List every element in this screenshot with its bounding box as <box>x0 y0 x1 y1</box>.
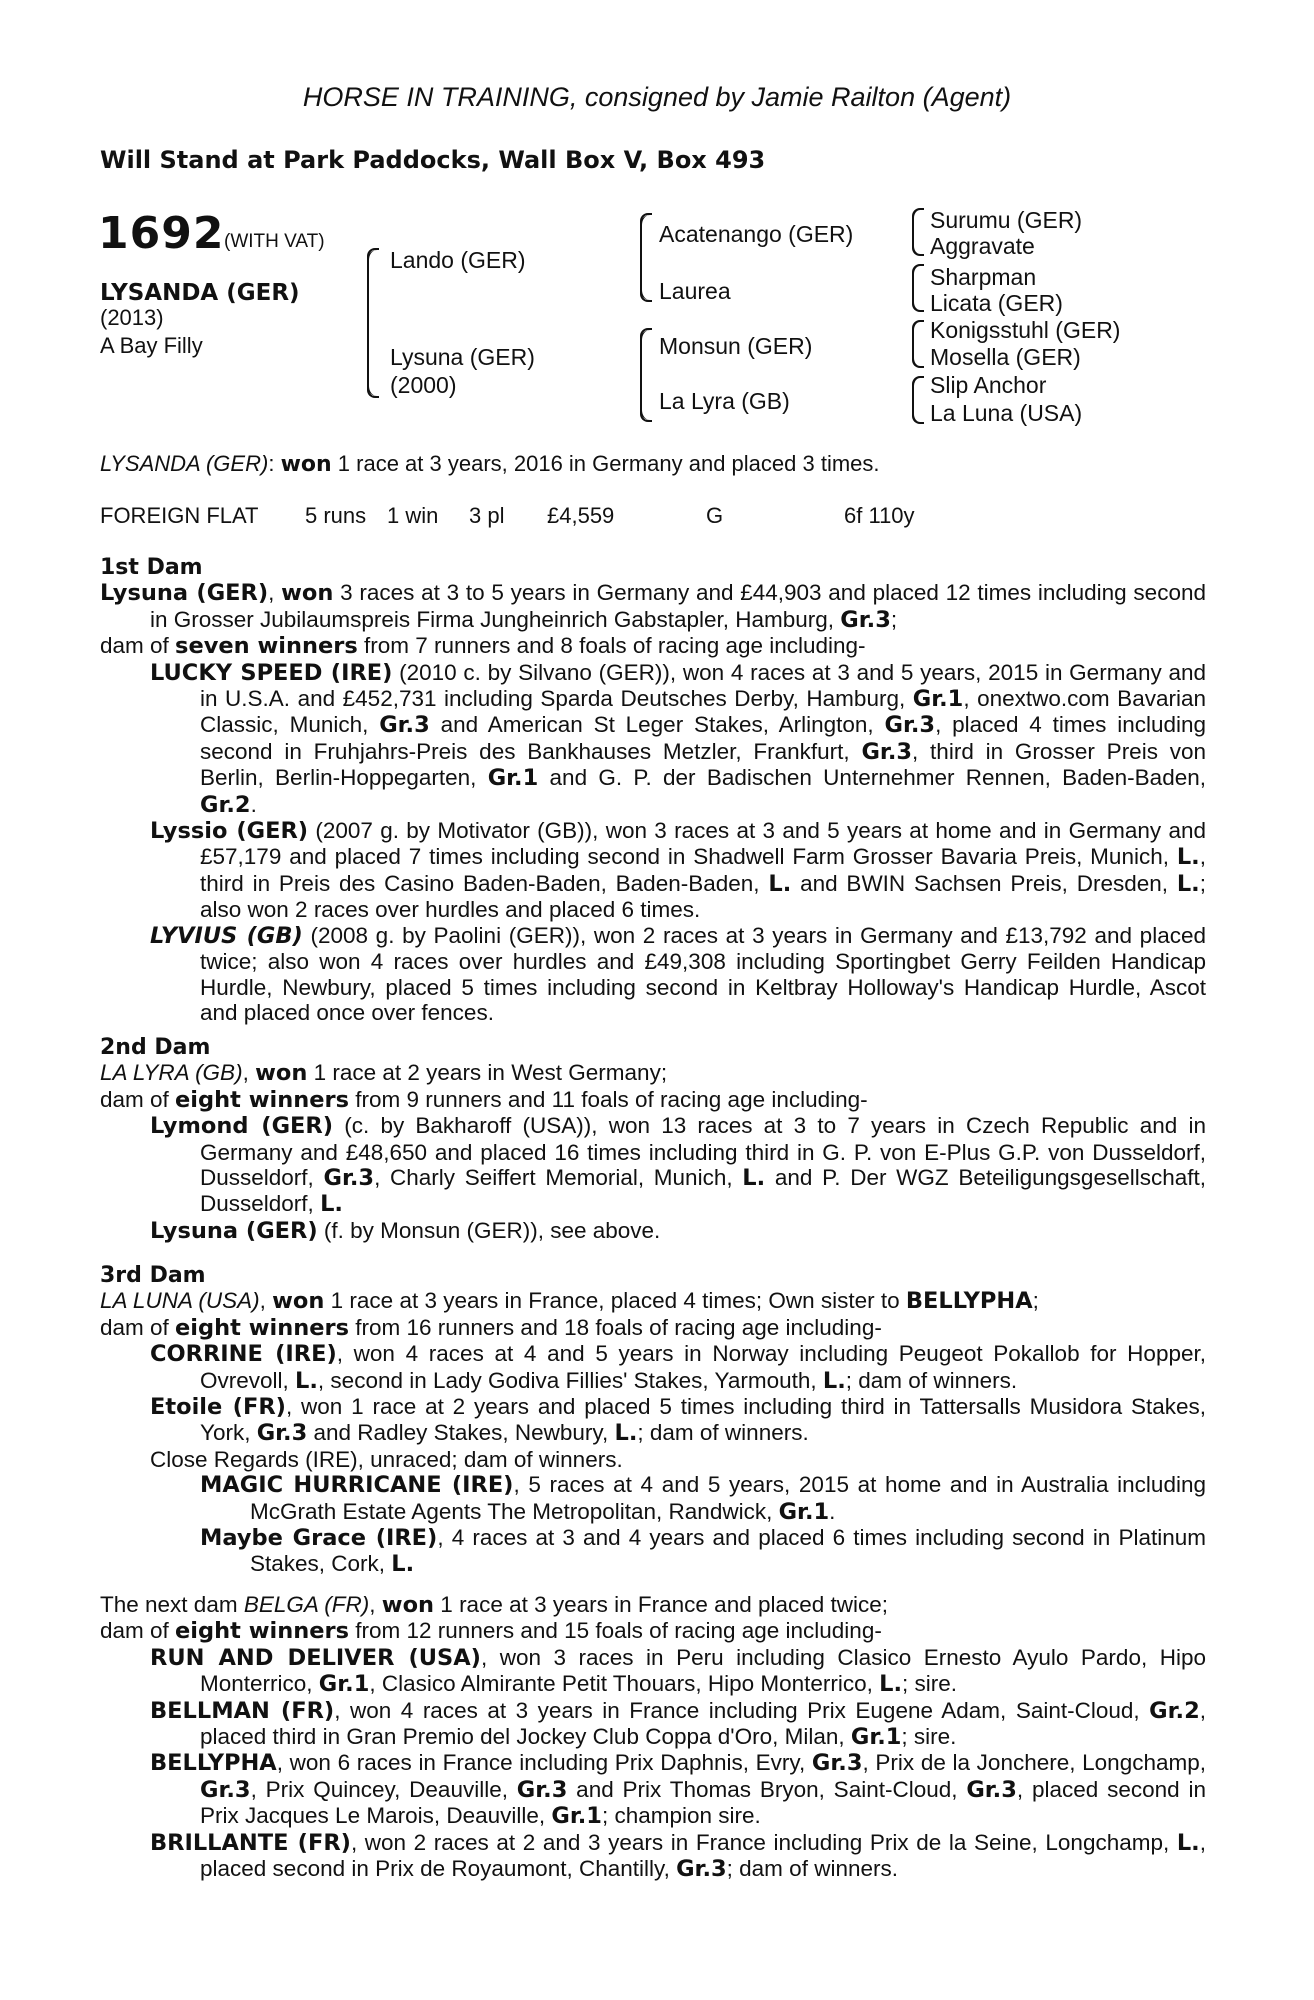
pedigree-dam: Lysuna (GER) <box>390 344 535 370</box>
horse-name: LYSANDA (GER) <box>100 280 300 306</box>
first-dam-heading: 1st Dam <box>100 555 203 580</box>
horse-description: A Bay Filly <box>100 333 203 358</box>
horse-year: (2013) <box>100 305 164 330</box>
ff-distance: 6f 110y <box>844 503 915 528</box>
third-dam-produce: dam of eight winners from 16 runners and 18 foals of racing age including- <box>100 1314 882 1341</box>
produce-corrine: CORRINE (IRE), won 4 races at 4 and 5 years in Norway including Peugeot Pokallob for Hopper, Ovrevoll, L., second in Lady Godiva Fillies' Stakes, Yarmouth, L.; dam of winners. <box>150 1341 1206 1394</box>
third-dam-heading: 3rd Dam <box>100 1263 206 1288</box>
next-dam-produce: dam of eight winners from 12 runners and 15 foals of racing age including- <box>100 1618 882 1645</box>
pedigree-bracket-g4 <box>912 378 920 422</box>
next-dam-section <box>100 1592 1206 1882</box>
ff-placed: 3 pl <box>469 503 505 528</box>
produce-lyvius: LYVIUS (GB) (2008 g. by Paolini (GER)), won 2 races at 3 years in Germany and £13,792 and placed twice; also won 4 races over hurdles and £49,308 including Sportingbet Gerry Feilden Handicap Hurdle, Newbury, placed 5 times including second in Keltbray Holloway's Handicap Hurdle, Ascot and placed once over fences. <box>150 922 1206 1025</box>
pedigree-sire-dam: Laurea <box>659 278 731 304</box>
stand-location: Will Stand at Park Paddocks, Wall Box V, Box 493 <box>100 146 766 174</box>
ff-going: G <box>706 503 724 528</box>
ff-runs: 5 runs <box>305 503 367 528</box>
second-dam-record: LA LYRA (GB), won 1 race at 2 years in West Germany; <box>100 1060 668 1087</box>
produce-bellman: BELLMAN (FR), won 4 races at 3 years in France including Prix Eugene Adam, Saint-Cloud, Gr.2, placed third in Gran Premio del Jockey Club Coppa d'Oro, Milan, Gr.1; sire. <box>150 1697 1206 1751</box>
produce-magic-hurricane: MAGIC HURRICANE (IRE), 5 races at 4 and 5 years, 2015 at home and in Australia including McGrath Estate Agents The Metropolitan, Randwick, Gr.1. <box>200 1472 1206 1525</box>
pedigree-gg-5: Konigsstuhl (GER) <box>930 317 1121 343</box>
pedigree-gg-3: Sharpman <box>930 264 1037 290</box>
produce-lyssio: Lyssio (GER) (2007 g. by Motivator (GB)), won 3 races at 3 and 5 years at home and in Germany and £57,179 and placed 7 times including second in Shadwell Farm Grosser Bavaria Preis, Munich, L., third in Preis des Casino Baden-Baden, Baden-Baden, L. and BWIN Sachsen Preis, Dresden, L.; also won 2 races over hurdles and placed 6 times. <box>150 818 1206 923</box>
produce-etoile: Etoile (FR), won 1 race at 2 years and placed 5 times including third in Tattersalls Musidora Stakes, York, Gr.3 and Radley Stakes, Newbury, L.; dam of winners. <box>150 1394 1206 1447</box>
second-dam-produce: dam of eight winners from 9 runners and 11 foals of racing age including- <box>100 1086 868 1113</box>
first-dam-section <box>100 555 1206 1025</box>
vat-note: (WITH VAT) <box>224 231 325 252</box>
pedigree-dam-year: (2000) <box>390 372 457 398</box>
produce-lucky-speed: LUCKY SPEED (IRE) (2010 c. by Silvano (GER)), won 4 races at 3 and 5 years, 2015 in Germany and in U.S.A. and £452,731 including Sparda Deutsches Derby, Hamburg, Gr.1, onextwo.com Bavarian Classic, Munich, Gr.3 and American St Leger Stakes, Arlington, Gr.3, placed 4 times including second in Fruhjahrs-Preis des Bankhauses Metzler, Frankfurt, Gr.3, third in Grosser Preis von Berlin, Berlin-Hoppegarten, Gr.1 and G. P. der Badischen Unternehmer Rennen, Baden-Baden, Gr.2. <box>150 659 1207 818</box>
pedigree-gg-1: Surumu (GER) <box>930 207 1083 233</box>
pedigree-bracket-sire <box>640 215 650 300</box>
pedigree-sire: Lando (GER) <box>390 247 526 273</box>
pedigree-gg-7: Slip Anchor <box>930 372 1047 398</box>
pedigree-gg-6: Mosella (GER) <box>930 344 1081 370</box>
next-dam-record: The next dam BELGA (FR), won 1 race at 3 years in France and placed twice; <box>100 1592 889 1618</box>
produce-lymond: Lymond (GER) (c. by Bakharoff (USA)), won 13 races at 3 to 7 years in Czech Republic and in Germany and £48,650 and placed 16 times including third in G. P. von E-Plus G.P. von Dusseldorf, Dusseldorf, Gr.3, Charly Seiffert Memorial, Munich, L. and P. Der WGZ Beteiligungsgesellschaft, Dusseldorf, L. <box>150 1113 1206 1218</box>
pedigree-bracket-g3 <box>912 322 920 366</box>
consignor-line: HORSE IN TRAINING, consigned by Jamie Railton (Agent) <box>302 82 1012 112</box>
produce-lysuna: Lysuna (GER) (f. by Monsun (GER)), see above. <box>150 1217 661 1244</box>
produce-bellypha: BELLYPHA, won 6 races in France including Prix Daphnis, Evry, Gr.3, Prix de la Jonchere, Longchamp, Gr.3, Prix Quincey, Deauville, Gr.3 and Prix Thomas Bryon, Saint-Cloud, Gr.3, placed second in Prix Jacques Le Marois, Deauville, Gr.1; champion sire. <box>150 1750 1206 1830</box>
pedigree-bracket-g1 <box>912 210 920 254</box>
produce-close-regards: Close Regards (IRE), unraced; dam of winners. <box>150 1446 623 1472</box>
ff-label: FOREIGN FLAT <box>100 503 259 528</box>
pedigree-gg-2: Aggravate <box>930 233 1035 259</box>
third-dam-record: LA LUNA (USA), won 1 race at 3 years in France, placed 4 times; Own sister to BELLYPHA; <box>100 1288 1039 1315</box>
produce-maybe-grace: Maybe Grace (IRE), 4 races at 3 and 4 years and placed 6 times including second in Platinum Stakes, Cork, L. <box>200 1525 1206 1578</box>
second-dam-heading: 2nd Dam <box>100 1035 211 1060</box>
race-summary: LYSANDA (GER): won 1 race at 3 years, 2016 in Germany and placed 3 times. <box>100 451 880 477</box>
third-dam-section <box>100 1263 1206 1578</box>
first-dam-record: Lysuna (GER), won 3 races at 3 to 5 years in Germany and £44,903 and placed 12 times including second in Grosser Jubilaumspreis Firma Jungheinrich Gabstapler, Hamburg, Gr.3; <box>100 580 1206 633</box>
pedigree-dam-sire: Monsun (GER) <box>659 333 813 359</box>
second-dam-section <box>100 1035 1206 1244</box>
pedigree-bracket-dam <box>640 330 650 420</box>
produce-run-and-deliver: RUN AND DELIVER (USA), won 3 races in Peru including Clasico Ernesto Ayulo Pardo, Hipo Monterrico, Gr.1, Clasico Almirante Petit Thouars, Hipo Monterrico, L.; sire. <box>150 1644 1206 1698</box>
pedigree-gg-8: La Luna (USA) <box>930 400 1083 426</box>
pedigree-bracket-g2 <box>912 266 920 310</box>
lot-number: 1692 <box>98 208 225 259</box>
pedigree-dam-dam: La Lyra (GB) <box>659 388 790 414</box>
ff-wins: 1 win <box>387 503 439 528</box>
first-dam-produce: dam of seven winners from 7 runners and 8 foals of racing age including- <box>100 633 866 660</box>
pedigree-bracket-main <box>367 250 377 396</box>
ff-earnings: £4,559 <box>547 503 615 528</box>
pedigree-sire-sire: Acatenango (GER) <box>659 221 854 247</box>
pedigree-gg-4: Licata (GER) <box>930 290 1063 316</box>
produce-brillante: BRILLANTE (FR), won 2 races at 2 and 3 years in France including Prix de la Seine, Longchamp, L., placed second in Prix de Royaumont, Chantilly, Gr.3; dam of winners. <box>150 1829 1206 1883</box>
